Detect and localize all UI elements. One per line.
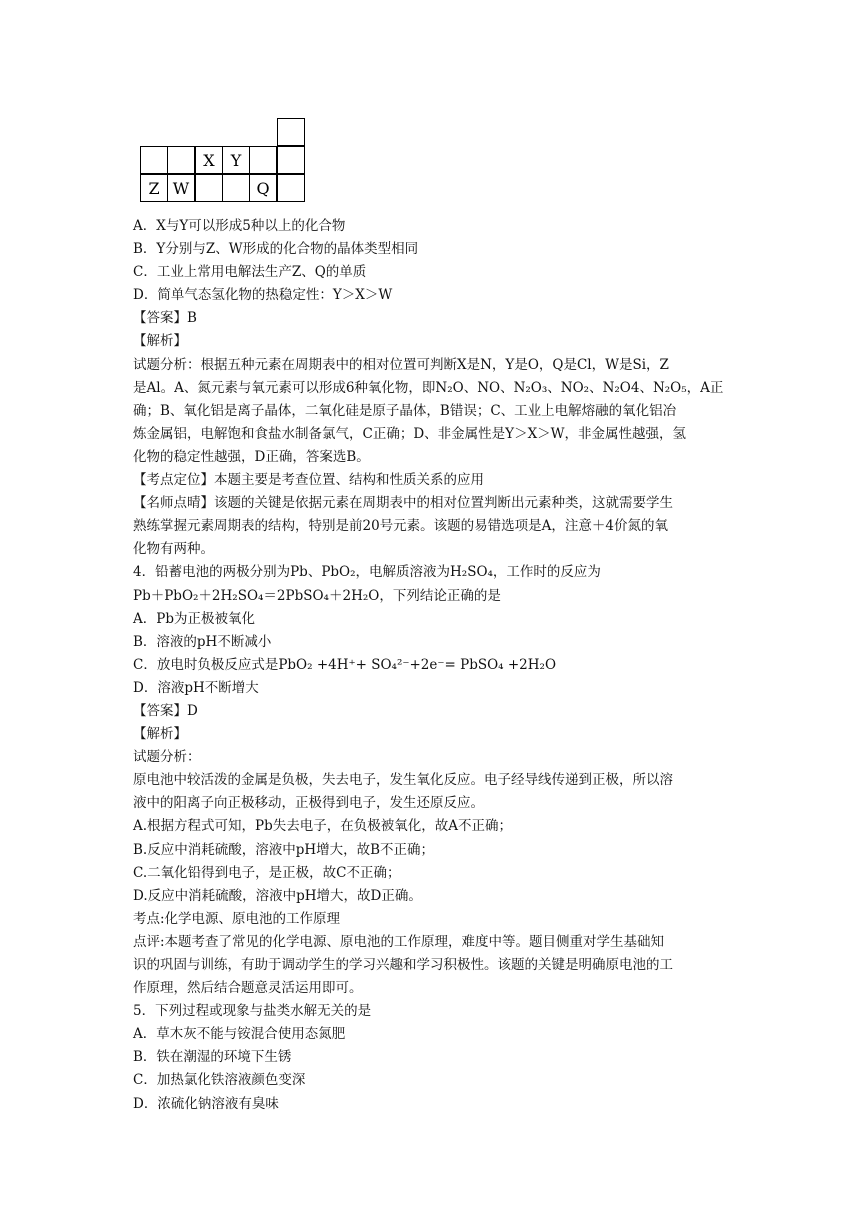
q3-analysis-heading: 【解析】	[133, 333, 187, 350]
q4-dianping-line: 识的巩固与训练，有助于调动学生的学习兴趣和学习积极性。该题的关键是明确原电池的工	[133, 957, 673, 973]
q3-mingshi-line: 化物有两种。	[133, 541, 214, 558]
q3-option-b: B．Y分别与Z、W形成的化合物的晶体类型相同	[133, 241, 419, 258]
q4-dianping-line: 作原理，然后结合题意灵活运用即可。	[133, 980, 363, 997]
q4-option-a: A．Pb为正极被氧化	[133, 610, 255, 627]
table-cell	[140, 146, 168, 174]
q4-stem-line: 4．铅蓄电池的两极分别为Pb、PbO₂，电解质溶液为H₂SO₄，工作时的反应为	[133, 564, 601, 581]
q3-analysis-line: 炼金属铝，电解饱和食盐水制备氯气，C正确；D、非金属性是Y＞X＞W，非金属性越强，氢	[133, 425, 687, 442]
q3-analysis-line: 确；B、氧化铝是离子晶体，二氧化硅是原子晶体，B错误；C、工业上电解熔融的氧化铝冶	[133, 402, 677, 419]
q3-kaodian: 【考点定位】本题主要是考查位置、结构和性质关系的应用	[133, 472, 484, 489]
table-cell-q: Q	[249, 174, 277, 202]
table-cell-w: W	[167, 174, 195, 202]
q4-explain-b: B.反应中消耗硫酸，溶液中pH增大，故B不正确；	[133, 841, 435, 858]
table-cell	[167, 146, 195, 174]
q5-option-c: C．加热氯化铁溶液颜色变深	[133, 1072, 306, 1089]
q4-option-d: D．溶液pH不断增大	[133, 679, 259, 696]
table-cell-y: Y	[222, 146, 250, 174]
q4-analysis-heading: 【解析】	[133, 726, 187, 743]
q4-answer: 【答案】D	[133, 702, 198, 719]
q3-mingshi-line: 熟练掌握元素周期表的结构，特别是前20号元素。该题的易错选项是A，注意＋4价氮的氧	[133, 518, 669, 535]
table-cell	[195, 174, 223, 202]
q4-principle-line: 液中的阳离子向正极移动，正极得到电子，发生还原反应。	[133, 795, 484, 812]
q5-option-d: D．浓硫化钠溶液有臭味	[133, 1095, 279, 1112]
table-cell	[222, 174, 250, 202]
q4-stem-equation: Pb＋PbO₂＋2H₂SO₄＝2PbSO₄＋2H₂O，下列结论正确的是	[133, 587, 501, 604]
q5-option-a: A．草木灰不能与铵混合使用态氮肥	[133, 1026, 346, 1043]
q4-explain-d: D.反应中消耗硫酸，溶液中pH增大，故D正确。	[133, 887, 422, 904]
q4-option-b: B．溶液的pH不断减小	[133, 633, 272, 650]
q3-option-c: C．工业上常用电解法生产Z、Q的单质	[133, 264, 367, 281]
q3-mingshi-line: 【名师点晴】该题的关键是依据元素在周期表中的相对位置判断出元素种类，这就需要学生	[133, 495, 673, 512]
table-cell	[277, 146, 305, 174]
table-cell-x: X	[195, 146, 223, 174]
q4-analysis-label: 试题分析：	[133, 749, 201, 766]
q3-analysis-line: 试题分析：根据五种元素在周期表中的相对位置可判断X是N，Y是O，Q是Cl，W是Si，Z	[133, 356, 669, 373]
q3-analysis-line: 化物的稳定性越强，D正确，答案选B。	[133, 448, 370, 465]
q4-option-c: C．放电时负极反应式是PbO₂ +4H⁺+ SO₄²⁻+2e⁻= PbSO₄ +2H₂O	[133, 656, 557, 673]
q3-analysis-line: 是Al。A、氮元素与氧元素可以形成6种氧化物，即N₂O、NO、N₂O₃、NO₂、N₂O4、N₂O₅，A正	[133, 379, 724, 396]
table-cell	[277, 118, 305, 146]
q5-option-b: B．铁在潮湿的环境下生锈	[133, 1049, 292, 1066]
table-cell-z: Z	[140, 174, 168, 202]
q5-stem: 5．下列过程或现象与盐类水解无关的是	[133, 1003, 372, 1020]
q3-option-a: A．X与Y可以形成5种以上的化合物	[133, 218, 346, 234]
q4-kaodian: 考点:化学电源、原电池的工作原理	[133, 910, 341, 927]
table-cell	[249, 146, 277, 174]
q4-principle-line: 原电池中较活泼的金属是负极，失去电子，发生氧化反应。电子经导线传递到正极，所以溶	[133, 772, 673, 789]
q3-option-d: D．简单气态氢化物的热稳定性：Y＞X＞W	[133, 287, 393, 304]
q4-explain-a: A.根据方程式可知，Pb失去电子，在负极被氧化，故A不正确；	[133, 818, 513, 835]
q4-dianping-line: 点评:本题考查了常见的化学电源、原电池的工作原理，难度中等。题目侧重对学生基础知	[133, 933, 665, 950]
table-cell	[277, 174, 305, 202]
q4-explain-c: C.二氧化铅得到电子，是正极，故C不正确；	[133, 864, 401, 881]
document-text	[133, 215, 733, 1116]
q3-answer: 【答案】B	[133, 310, 197, 327]
